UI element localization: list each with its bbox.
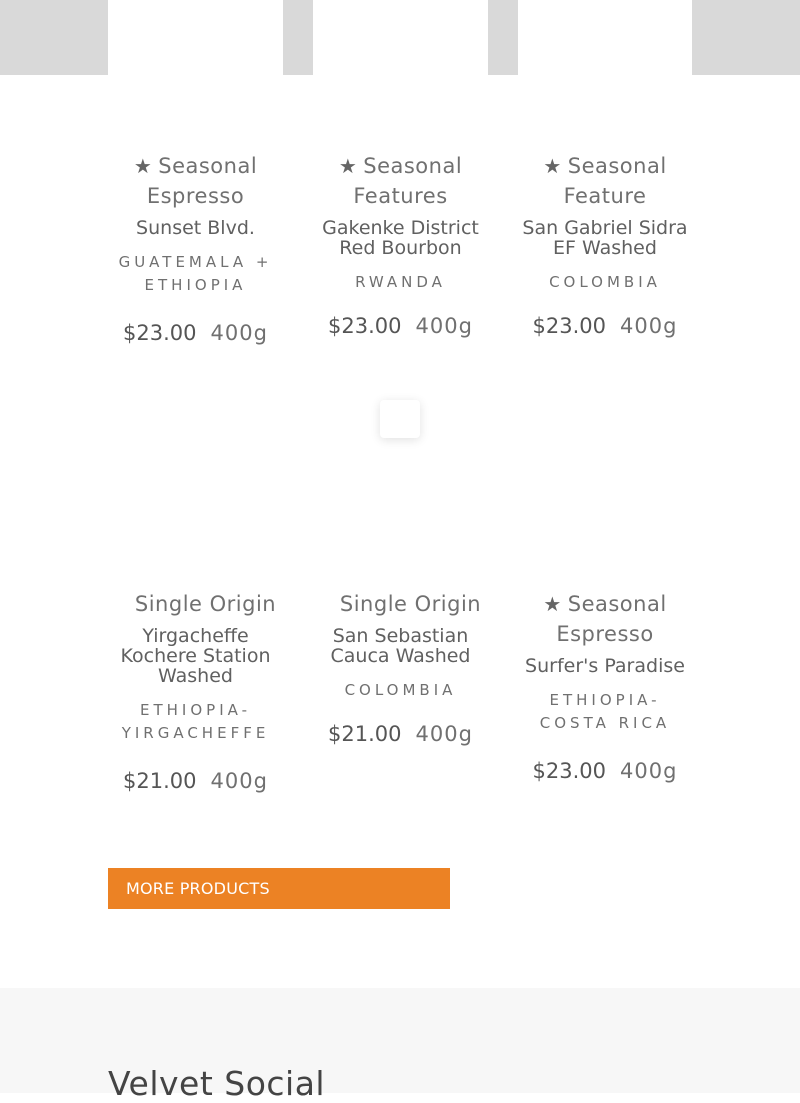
- product-weight: 400g: [210, 769, 268, 793]
- product-weight: 400g: [415, 722, 473, 746]
- product-category: ★ Seasonal Features: [338, 154, 463, 208]
- product-weight: 400g: [620, 314, 678, 338]
- product-image-3[interactable]: [518, 0, 692, 75]
- product-price: $23.00: [328, 314, 402, 338]
- product-price: $23.00: [532, 759, 607, 783]
- more-products-button[interactable]: MORE PRODUCTS: [108, 868, 450, 909]
- product-category: ★ Seasonal Feature: [543, 154, 667, 208]
- star-icon: ★: [338, 154, 358, 178]
- star-icon: ★: [133, 154, 153, 178]
- product-origin: COLOMBIA: [344, 681, 457, 699]
- product-name[interactable]: San Gabriel Sidra EF Washed: [522, 217, 688, 259]
- footer-title: Velvet Social: [108, 1064, 326, 1103]
- product-category: ★ Seasonal Espresso: [133, 154, 258, 208]
- star-icon: ★: [543, 154, 562, 178]
- product-name[interactable]: Surfer's Paradise: [525, 655, 685, 677]
- product-origin: COLOMBIA: [549, 273, 661, 291]
- product-weight: 400g: [210, 321, 268, 345]
- product-weight: 400g: [415, 314, 473, 338]
- product-category: Single Origin: [134, 592, 277, 616]
- loading-spinner: [380, 400, 420, 438]
- product-name[interactable]: Sunset Blvd.: [136, 217, 255, 239]
- product-card[interactable]: [518, 151, 692, 338]
- product-origin: ETHIOPIA-YIRGACHEFFE: [121, 701, 270, 742]
- product-price: $23.00: [123, 321, 197, 345]
- product-category: ★ Seasonal Espresso: [543, 592, 667, 646]
- product-name[interactable]: Gakenke District Red Bourbon: [322, 217, 479, 259]
- product-image-1[interactable]: [108, 0, 283, 75]
- product-card[interactable]: [518, 589, 692, 783]
- product-name[interactable]: Yirgacheffe Kochere Station Washed: [120, 625, 271, 687]
- product-category: Single Origin: [339, 592, 482, 616]
- product-card[interactable]: [313, 589, 488, 746]
- product-price: $21.00: [123, 769, 197, 793]
- product-price: $23.00: [532, 314, 607, 338]
- product-name[interactable]: San Sebastian Cauca Washed: [330, 625, 471, 667]
- product-card[interactable]: [108, 589, 283, 793]
- product-weight: 400g: [620, 759, 678, 783]
- product-card[interactable]: [108, 151, 283, 345]
- star-icon: ★: [543, 592, 562, 616]
- product-image-2[interactable]: [313, 0, 488, 75]
- product-origin: GUATEMALA + ETHIOPIA: [118, 253, 273, 294]
- product-origin: ETHIOPIA-COSTA RICA: [539, 691, 671, 732]
- product-origin: RWANDA: [355, 273, 446, 291]
- product-price: $21.00: [328, 722, 402, 746]
- product-card[interactable]: [313, 151, 488, 338]
